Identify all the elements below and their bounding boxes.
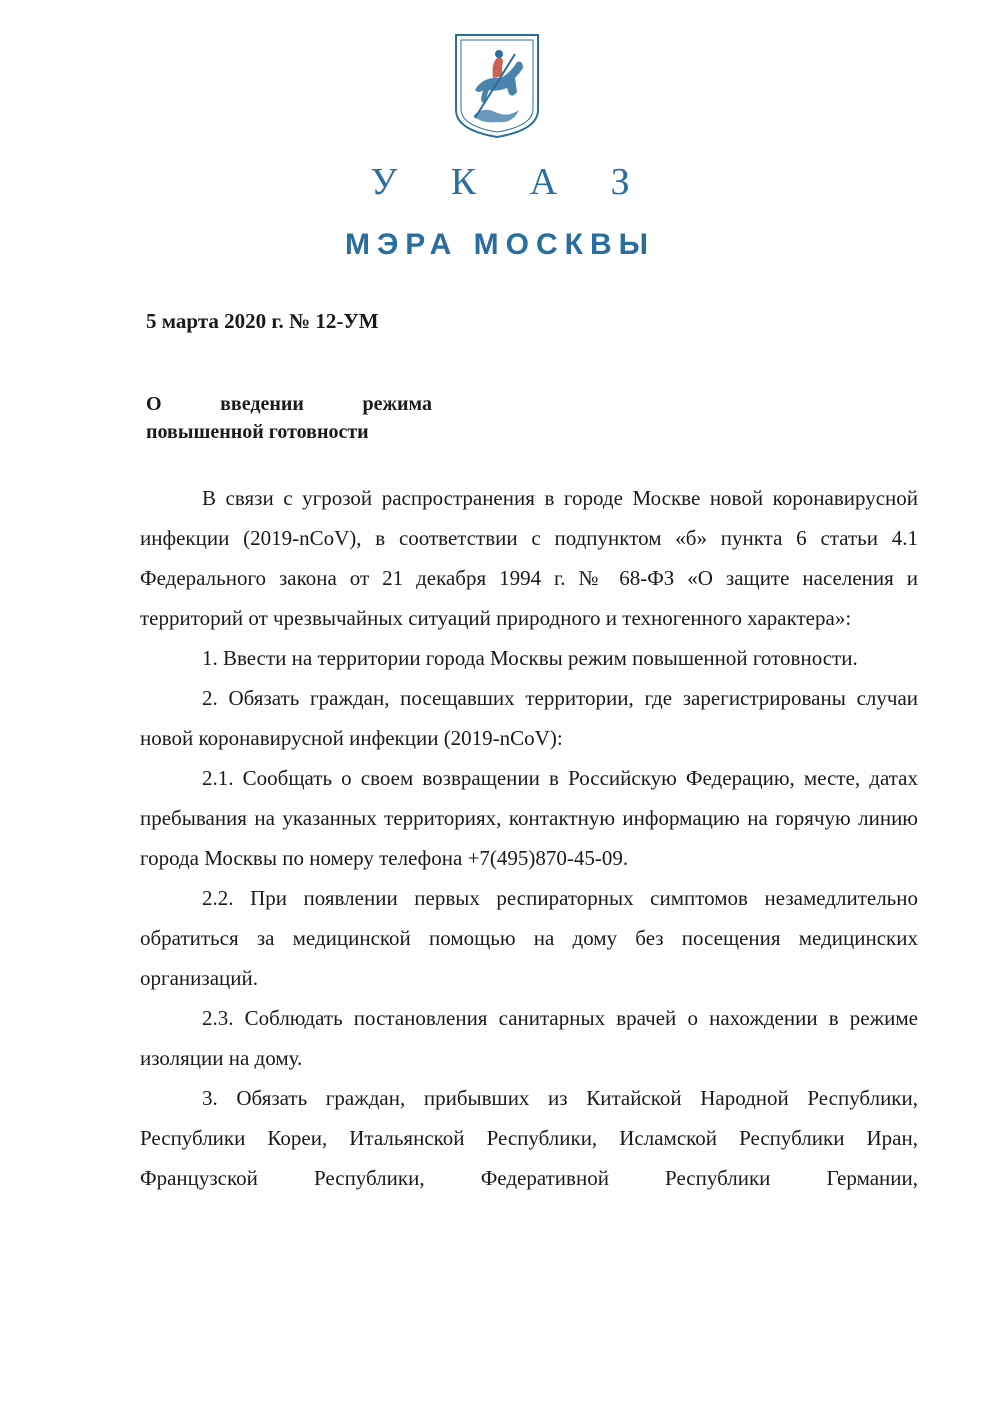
clause-2-1-paragraph: 2.1. Сообщать о своем возвращении в Российскую Федерацию, месте, датах пребывания на указанных территориях, контактную информацию на горячую линию города Москвы по номеру телефона +7(495)870-45-09. bbox=[140, 766, 918, 870]
decree-subject-line-2: повышенной готовности bbox=[146, 421, 369, 443]
decree-date-number: 5 марта 2020 г. № 12-УМ bbox=[146, 309, 379, 333]
clause-2-2-paragraph: 2.2. При появлении первых респираторных симптомов незамедлительно обратиться за медицинской помощью на дому без посещения медицинских организаций. bbox=[140, 886, 918, 990]
moscow-coat-of-arms-icon bbox=[453, 32, 541, 140]
clause-3-paragraph: 3. Обязать граждан, прибывших из Китайской Народной Республики, Республики Кореи, Итальянской Республики, Исламской Республики Иран, Французской Республики, Федеративной Республики Германии, bbox=[140, 1086, 918, 1190]
decree-subject-line-1: О введении режима bbox=[146, 393, 432, 415]
clause-1-paragraph: 1. Ввести на территории города Москвы режим повышенной готовности. bbox=[202, 646, 858, 670]
clause-2-3-paragraph: 2.3. Соблюдать постановления санитарных врачей о нахождении в режиме изоляции на дому. bbox=[140, 1006, 918, 1070]
decree-subject bbox=[146, 390, 432, 446]
clause-2-paragraph: 2. Обязать граждан, посещавших территории, где зарегистрированы случаи новой коронавирусной инфекции (2019-nCoV): bbox=[140, 686, 918, 750]
decree-title: У К А З bbox=[370, 161, 652, 203]
preamble-paragraph: В связи с угрозой распространения в городе Москве новой коронавирусной инфекции (2019-nCoV), в соответствии с подпунктом «б» пункта 6 статьи 4.1 Федерального закона от 21 декабря 1994 г. № 68-ФЗ «О защите населения и территорий от чрезвычайных ситуаций природного и техногенного характера»: bbox=[140, 486, 918, 630]
decree-body bbox=[140, 478, 918, 1198]
decree-issuer: МЭРА МОСКВЫ bbox=[344, 228, 656, 261]
